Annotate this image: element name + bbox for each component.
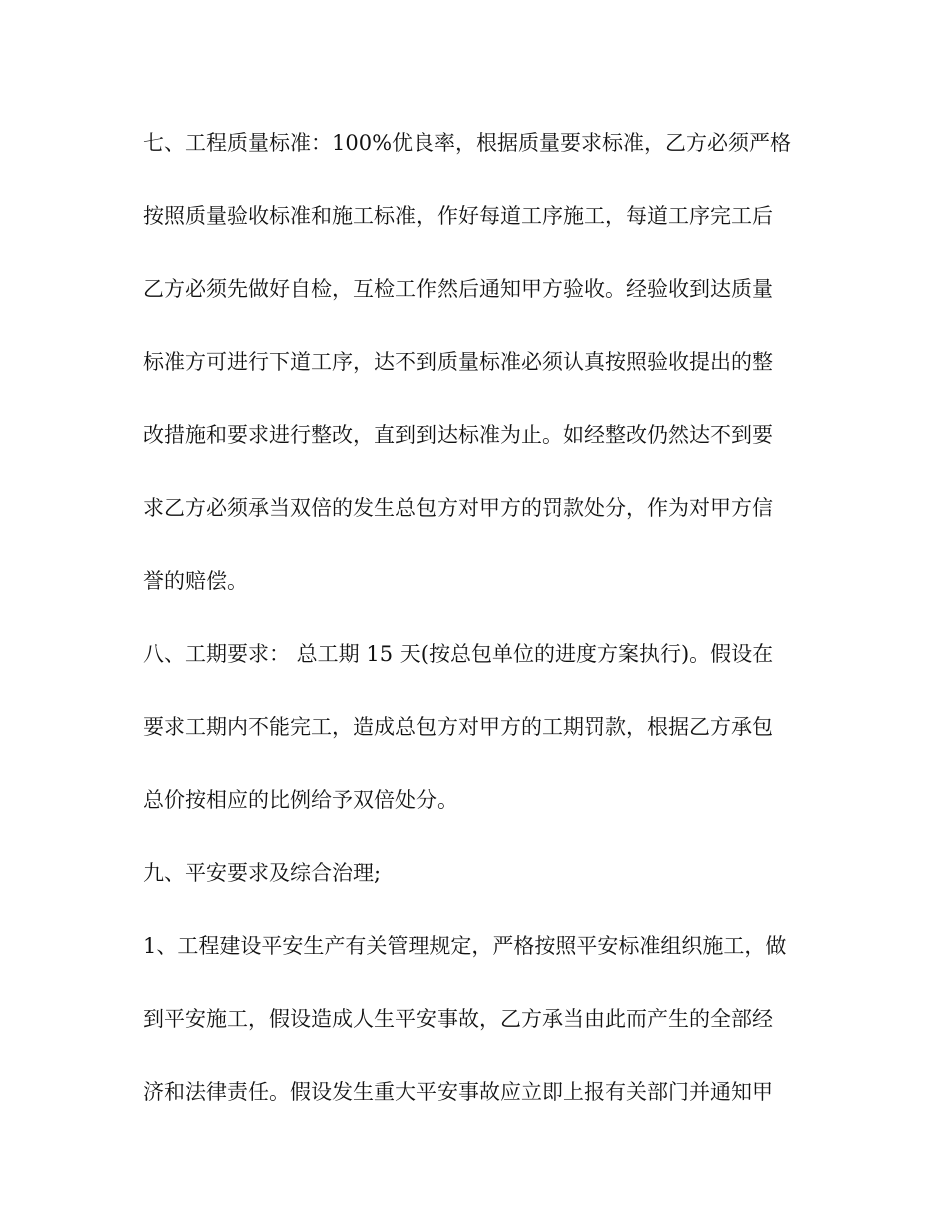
paragraph-line: 要求工期内不能完工，造成总包方对甲方的工期罚款，根据乙方承包 — [143, 715, 773, 739]
paragraph-line: 求乙方必须承当双倍的发生总包方对甲方的罚款处分，作为对甲方信 — [143, 496, 773, 520]
section-heading: 九、平安要求及综合治理; — [143, 861, 382, 885]
paragraph-line: 七、工程质量标准：100%优良率，根据质量要求标准，乙方必须严格 — [143, 131, 792, 155]
paragraph-line: 济和法律责任。假设发生重大平安事故应立即上报有关部门并通知甲 — [143, 1080, 773, 1104]
paragraph-line: 到平安施工，假设造成人生平安事故，乙方承当由此而产生的全部经 — [143, 1007, 773, 1031]
paragraph-line: 乙方必须先做好自检，互检工作然后通知甲方验收。经验收到达质量 — [143, 277, 773, 301]
paragraph-line: 八、工期要求： 总工期 15 天(按总包单位的进度方案执行)。假设在 — [143, 642, 774, 666]
paragraph-line: 誉的赔偿。 — [143, 569, 248, 593]
paragraph-line: 按照质量验收标准和施工标准，作好每道工序施工，每道工序完工后 — [143, 204, 773, 228]
paragraph-line: 1、工程建设平安生产有关管理规定，严格按照平安标准组织施工，做 — [143, 934, 787, 958]
paragraph-line: 改措施和要求进行整改，直到到达标准为止。如经整改仍然达不到要 — [143, 423, 773, 447]
paragraph-line: 标准方可进行下道工序，达不到质量标准必须认真按照验收提出的整 — [143, 350, 773, 374]
paragraph-line: 总价按相应的比例给予双倍处分。 — [143, 788, 458, 812]
